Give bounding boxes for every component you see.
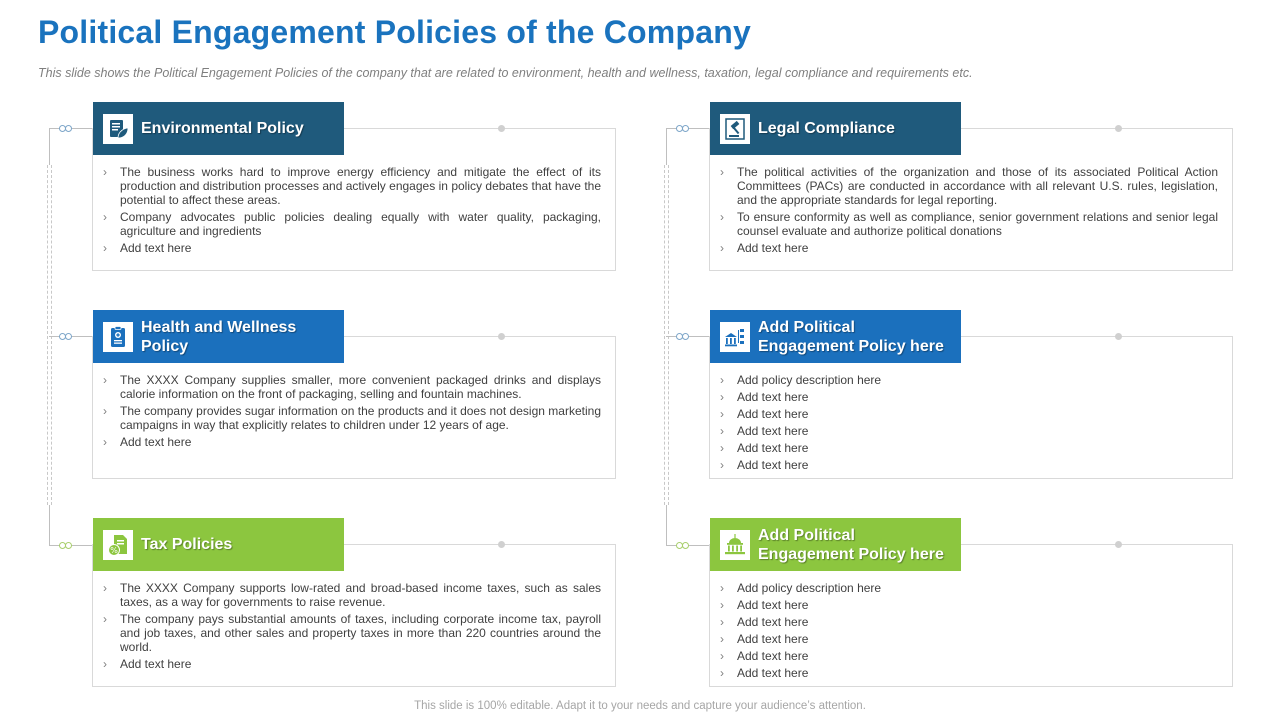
political-policy-card-blue (709, 318, 1233, 479)
political-policy-card-green (709, 526, 1233, 687)
tax-policies-card (92, 536, 616, 687)
list-item: › Add text here (718, 649, 1218, 663)
environmental-policy-title: Environmental Policy (141, 120, 304, 137)
list-item: › The business works hard to improve energy efficiency and mitigate the effect of its production and distribution processes and actively engages in policy debates that have the potential to affect these areas. (101, 165, 601, 207)
gavel-icon (720, 114, 750, 144)
health-wellness-policy-header (93, 310, 344, 363)
list-item: › Add text here (101, 435, 601, 449)
tax-policies-bullets (101, 581, 601, 674)
page-title: Political Engagement Policies of the Company (38, 14, 751, 50)
health-wellness-policy-bullets (101, 373, 601, 452)
political-policy-header-green (710, 518, 961, 571)
legal-compliance-header (710, 102, 961, 155)
left-timeline-bracket-top (49, 128, 50, 165)
card-dot (498, 541, 505, 548)
right-timeline (664, 165, 669, 505)
connector-tax (49, 545, 93, 546)
list-item: › The political activities of the organization and those of its associated Political Action Committees (PACs) are conducted in accordance with all relevant U.S. rules, legislation, and the appropriate standards for legal reporting. (718, 165, 1218, 207)
list-item: › Add text here (718, 407, 1218, 421)
connector-health (49, 336, 93, 337)
tax-document-icon (103, 530, 133, 560)
list-item: › Add text here (718, 390, 1218, 404)
page-subtitle: This slide shows the Political Engagement Policies of the company that are related to environment, health and wellness, taxation, legal compliance and requirements etc. (38, 66, 973, 80)
left-timeline (47, 165, 52, 505)
card-dot (498, 333, 505, 340)
list-item: › The company pays substantial amounts of taxes, including corporate income tax, payroll and job taxes, and other sales and property taxes in more than 220 countries around the world. (101, 612, 601, 654)
list-item: › Add text here (718, 424, 1218, 438)
list-item: › Add text here (718, 666, 1218, 680)
card-dot (1115, 541, 1122, 548)
list-item: › Add text here (718, 441, 1218, 455)
clipboard-health-icon (103, 322, 133, 352)
political-policy-header-blue (710, 310, 961, 363)
list-item: › Add text here (718, 241, 1218, 255)
tax-policies-title: Tax Policies (141, 536, 233, 553)
tax-policies-header (93, 518, 344, 571)
list-item: › Add text here (101, 241, 601, 255)
card-dot (1115, 333, 1122, 340)
card-dot (1115, 125, 1122, 132)
list-item: › The XXXX Company supplies smaller, more convenient packaged drinks and displays calorie information on the front of packaging, selling and fountain machines. (101, 373, 601, 401)
list-item: › Add policy description here (718, 581, 1218, 595)
list-item: › Add text here (718, 632, 1218, 646)
connector-environmental (49, 128, 93, 129)
connector-policy-5 (666, 336, 710, 337)
list-item: › Add text here (718, 615, 1218, 629)
document-leaf-icon (103, 114, 133, 144)
political-policy-bullets-green (718, 581, 1218, 683)
list-item: › Add policy description here (718, 373, 1218, 387)
list-item: › The company provides sugar information on the products and it does not design marketing campaigns in way that explicitly relates to children under 12 years of age. (101, 404, 601, 432)
environmental-policy-bullets (101, 165, 601, 258)
list-item: › Add text here (718, 598, 1218, 612)
political-policy-bullets-blue (718, 373, 1218, 475)
svg-text:%: % (110, 545, 118, 555)
legal-compliance-bullets (718, 165, 1218, 258)
government-building-chart-icon (720, 322, 750, 352)
list-item: › The XXXX Company supports low-rated and broad-based income taxes, such as sales taxes, as a way for governments to raise revenue. (101, 581, 601, 609)
list-item: › Add text here (101, 657, 601, 671)
footer-note: This slide is 100% editable. Adapt it to your needs and capture your audience’s attention. (414, 700, 866, 712)
legal-compliance-card (709, 120, 1233, 271)
connector-legal (666, 128, 710, 129)
list-item: › To ensure conformity as well as compliance, senior government relations and senior legal counsel evaluate and authorize political donations (718, 210, 1218, 238)
right-timeline-bracket-top (666, 128, 667, 165)
list-item: › Add text here (718, 458, 1218, 472)
legal-compliance-title: Legal Compliance (758, 120, 895, 137)
connector-policy-6 (666, 545, 710, 546)
list-item: › Company advocates public policies dealing equally with water quality, packaging, agriculture and ingredients (101, 210, 601, 238)
political-policy-title-blue: Add Political Engagement Policy here (758, 318, 944, 355)
health-wellness-policy-title: Health and Wellness Policy (141, 318, 297, 355)
capitol-building-icon (720, 530, 750, 560)
left-timeline-bracket-bottom (49, 505, 50, 545)
environmental-policy-header (93, 102, 344, 155)
right-timeline-bracket-bottom (666, 505, 667, 545)
health-wellness-policy-card (92, 318, 616, 479)
card-dot (498, 125, 505, 132)
environmental-policy-card (92, 120, 616, 271)
political-policy-title-green: Add Political Engagement Policy here (758, 526, 944, 563)
